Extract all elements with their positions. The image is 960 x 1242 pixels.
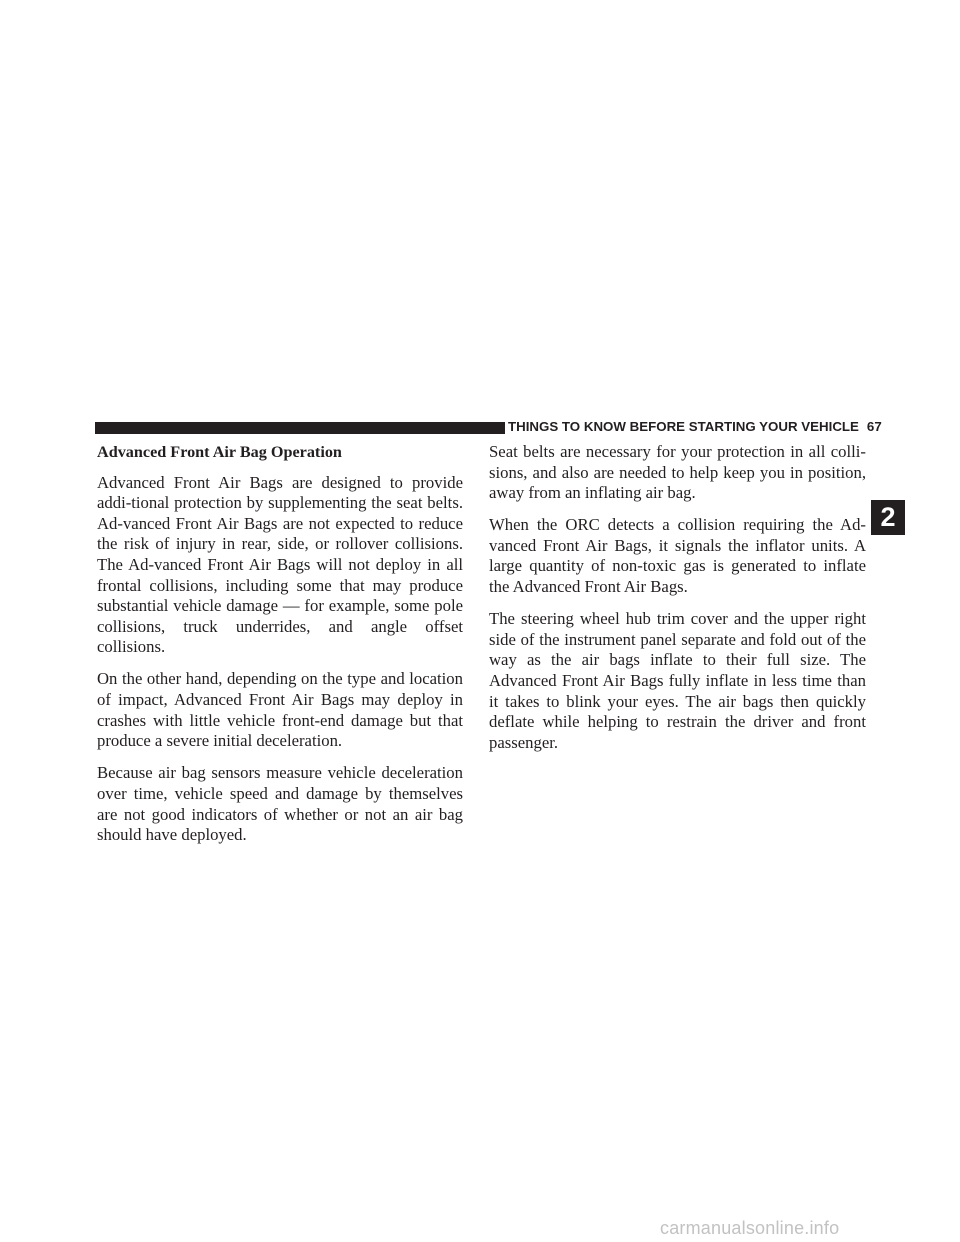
paragraph: Because air bag sensors measure vehicle deceleration over time, vehicle speed and damage by themselves are not good indicators of whether or not an air bag should have deployed. <box>97 763 463 845</box>
right-column <box>489 442 866 765</box>
header-title: THINGS TO KNOW BEFORE STARTING YOUR VEHICLE <box>508 419 859 434</box>
paragraph: Seat belts are necessary for your protection in all colli-sions, and also are needed to help keep you in position, away from an inflating air bag. <box>489 442 866 503</box>
paragraph: Advanced Front Air Bags are designed to provide addi-tional protection by supplementing the seat belts. Ad-vanced Front Air Bags are not expected to reduce the risk of injury in rear, side, or rollover collisions. The Ad-vanced Front Air Bags will not deploy in all frontal collisions, including some that may produce substantial vehicle damage — for example, some pole collisions, truck underrides, and angle offset collisions. <box>97 472 463 657</box>
paragraph: On the other hand, depending on the type and location of impact, Advanced Front Air Bags may deploy in crashes with little vehicle front-end damage but that produce a severe initial deceleration. <box>97 669 463 751</box>
watermark: carmanualsonline.info <box>660 1218 840 1238</box>
paragraph: When the ORC detects a collision requiring the Ad-vanced Front Air Bags, it signals the inflator units. A large quantity of non-toxic gas is generated to inflate the Advanced Front Air Bags. <box>489 515 866 597</box>
chapter-tab: 2 <box>871 500 905 535</box>
paragraph: The steering wheel hub trim cover and the upper right side of the instrument panel separate and fold out of the way as the air bags inflate to their full size. The Advanced Front Air Bags fully inflate in less time than it takes to blink your eyes. The air bags then quickly deflate while helping to restrain the driver and front passenger. <box>489 609 866 752</box>
header-rule <box>95 422 505 434</box>
section-heading: Advanced Front Air Bag Operation <box>97 443 342 461</box>
page-number: 67 <box>866 419 882 434</box>
running-header <box>508 417 882 437</box>
left-column <box>97 442 463 857</box>
